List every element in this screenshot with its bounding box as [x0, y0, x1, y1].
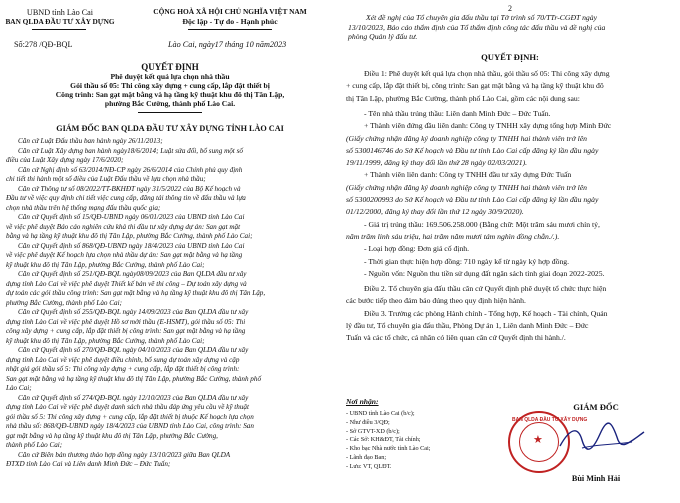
- decision-subtitle-2: Gói thầu số 05: Thi công xây dựng + cung cấp, lắp đặt thiết bị: [70, 81, 270, 90]
- legal-basis-line: ĐTXD tỉnh Lào Cai và Liên danh Minh Đức – Đức Tuấn;: [6, 460, 171, 468]
- legal-basis-line: kỹ thuật khu đô thị Tân Lập, phường Bắc Cường, thành phố Lào Cai;: [6, 260, 205, 269]
- legal-basis-line: Căn cứ Quyết định số 251/QĐ-BQL ngày08/09/2023 của Ban QLDA đầu tư xây: [18, 270, 247, 278]
- recipient-item: - Lưu: VT, QLĐT.: [346, 462, 392, 470]
- decision-subtitle-1: Phê duyệt kết quả lựa chọn nhà thầu: [110, 72, 230, 81]
- legal-basis-line: Lào Cai;: [6, 384, 32, 392]
- legal-basis-line: Căn cứ Biên bản thương thảo hợp đồng ngày 13/10/2023 giữa Ban QLDA: [18, 450, 231, 459]
- article-line: Điều 3. Trưởng các phòng Hành chính - Tổng hợp, Kế hoạch - Tài chính, Quản: [364, 308, 608, 318]
- article-line: Điều 1: Phê duyệt kết quả lựa chọn nhà thầu, gói thầu số 05: Thi công xây dựng: [364, 69, 610, 78]
- recipient-item: - Kho bạc Nhà nước tỉnh Lào Cai;: [346, 445, 431, 453]
- motto-underline: [188, 29, 272, 30]
- nation-motto: Độc lập - Tự do - Hạnh phúc: [182, 17, 278, 26]
- legal-basis-line: kỹ thuật khu đô thị Tân Lập, phường Bắc Cường, thành phố Lào Cai;: [6, 336, 205, 345]
- legal-basis-line: công xây dựng + cung cấp, lắp đặt thiết bị công trình: San gạt mặt bằng và hạ tầng: [6, 327, 246, 335]
- article-line: - Nguồn vốn: Nguồn thu tiền sử dụng đất ngân sách tỉnh giai đoạn 2022-2025.: [364, 268, 605, 278]
- legal-basis-line: San gạt mặt bằng và hạ tầng kỹ thuật khu đô thị Tân Lập, phường Bắc Cường, thành phố: [6, 374, 262, 383]
- legal-basis-line: chọn nhà thầu trên hệ thống mạng đấu thầu quốc gia;: [6, 203, 161, 212]
- recipients-title: Nơi nhận:: [346, 397, 379, 406]
- legal-basis-line: chi tiết thi hành một số điều của Luật Đấu thầu về lựa chọn nhà thầu;: [6, 175, 206, 183]
- legal-basis-line: Căn cứ Luật Đấu thầu ban hành ngày 26/11/2013;: [18, 137, 163, 145]
- article-line: + cung cấp, lắp đặt thiết bị, công trình: San gạt mặt bằng và hạ tầng kỹ thuật khu đô: [346, 81, 604, 91]
- issue-date: Lào Cai, ngày17 tháng 10 năm2023: [168, 40, 287, 49]
- decision-subtitle-3: Công trình: San gạt mặt bằng và hạ tầng kỹ thuật khu đô thị Tân Lập,: [55, 90, 285, 99]
- recital-line: 13/10/2023, Báo cáo thẩm định của Tổ thẩm định công tác đấu thầu và đề nghị của: [348, 22, 606, 32]
- legal-basis-line: phường Bắc Cường, thành phố Lào Cai;: [6, 298, 122, 307]
- article-line: thị Tân Lập, phường Bắc Cường, thành phố Lào Cai, gồm các nội dung sau:: [346, 93, 580, 103]
- legal-basis-line: dự toán các gói thầu công trình: San gạt mặt bằng và hạ tầng kỹ thuật khu đô thị Tân Lập,: [6, 289, 266, 297]
- handwritten-signature: [552, 418, 652, 458]
- legal-basis-line: Đầu tư về việc quy định chi tiết việc cung cấp, đăng tải thông tin về đấu thầu và lựa: [6, 194, 246, 202]
- legal-basis-line: thành phố Lào Cai;: [6, 441, 63, 449]
- legal-basis-line: về việc phê duyệt Kế hoạch lựa chọn nhà thầu dự án: San gạt mặt bằng và hạ tầng: [6, 251, 243, 259]
- decides-heading: QUYẾT ĐỊNH:: [481, 52, 539, 62]
- signer-name: Bùi Minh Hải: [571, 474, 621, 483]
- signer-title: GIÁM ĐỐC: [573, 402, 619, 412]
- legal-basis-line: Căn cứ Quyết định số 15/QĐ-UBND ngày 06/01/2023 của UBND tỉnh Lào Cai: [18, 213, 245, 221]
- document-number: Số:278 /QĐ-BQL: [14, 40, 73, 49]
- article-line: năm trăm linh sáu triệu, hai trăm năm mươi tám nghìn đồng chẵn./.).: [346, 231, 560, 241]
- issuing-authority: GIÁM ĐỐC BAN QLDA ĐẦU TƯ XÂY DỰNG TỈNH LÀO CAI: [56, 124, 284, 133]
- recipient-item: - Lãnh đạo Ban;: [346, 454, 387, 461]
- article-line: + Thành viên liên danh: Công ty TNHH đầu tư xây dựng Đức Tuấn: [364, 170, 572, 180]
- article-line: (Giấy chứng nhận đăng ký doanh nghiệp công ty TNHH hai thành viên trở lên: [346, 182, 588, 192]
- page-number: 2: [508, 4, 512, 13]
- legal-basis-line: gói thầu số 5: Thi công xây dựng + cung cấp, lắp đặt thiết bị thuộc Kế hoạch lựa chọn: [6, 412, 254, 421]
- legal-basis-line: dựng tỉnh Lào Cai về việc phê duyệt danh sách nhà thầu đáp ứng yêu cầu về kỹ thuật: [6, 403, 249, 411]
- recipient-item: - UBND tỉnh Lào Cai (b/c);: [346, 410, 415, 417]
- stamp-star-icon: ★: [533, 434, 543, 446]
- article-line: 01/12/2000, đăng ký thay đổi lần thứ 12 ngày 30/9/2020).: [346, 207, 524, 217]
- article-line: - Giá trị trúng thầu: 169.506.258.000 (Bằng chữ: Một trăm sáu mươi chín tỷ,: [364, 219, 600, 229]
- legal-basis-line: Căn cứ Quyết định số 270/QĐ-BQL ngày 04/10/2023 của Ban QLDA đầu tư xây: [18, 346, 249, 354]
- legal-basis-line: Căn cứ Luật Xây dựng ban hành ngày18/6/2014; Luật sửa đổi, bổ sung một số: [18, 146, 243, 155]
- recital-line: Xét đề nghị của Tổ chuyên gia đấu thầu tại Tờ trình số 70/TTr-CGĐT ngày: [366, 13, 598, 22]
- legal-basis-line: bằng và hạ tầng kỹ thuật khu đô thị Tân Lập, phường Bắc Cường, thành phố Lào Cai;: [6, 232, 253, 240]
- article-line: Điều 2. Tổ chuyên gia đấu thầu căn cứ Quyết định phê duyệt tổ chức thực hiện: [364, 284, 607, 294]
- legal-basis-line: Căn cứ Nghị định số 63/2014/NĐ-CP ngày 26/6/2014 của Chính phủ quy định: [18, 165, 243, 174]
- decision-title: QUYẾT ĐỊNH: [141, 62, 199, 72]
- legal-basis-line: gạt mặt bằng và hạ tầng kỹ thuật khu đô thị Tân Lập, phường Bắc Cường,: [6, 431, 218, 440]
- subtitle-underline: [138, 112, 202, 113]
- legal-basis-line: Căn cứ Thông tư số 08/2022/TT-BKHĐT ngày 31/5/2022 của Bộ Kế hoạch và: [18, 184, 241, 193]
- nation-header: CỘNG HOÀ XÃ HỘI CHỦ NGHĨA VIỆT NAM: [153, 7, 307, 16]
- article-line: + Thành viên đứng đầu liên danh: Công ty TNHH xây dựng tổng hợp Minh Đức: [364, 121, 612, 131]
- article-line: - Thời gian thực hiện hợp đồng: 710 ngày kể từ ngày ký hợp đồng.: [364, 256, 570, 266]
- legal-basis-line: dựng tỉnh Lào Cai về việc phê duyệt Hồ sơ mời thầu (E-HSMT), gói thầu số 05: Thi: [6, 317, 246, 326]
- article-line: 19/11/1999, đăng ký thay đổi lần thứ 28 ngày 02/03/2021).: [346, 158, 528, 168]
- article-line: Tuấn và các tổ chức, cá nhân có liên quan căn cứ Quyết định thi hành./.: [346, 333, 566, 343]
- document-page-2: [340, 0, 680, 503]
- recipient-item: - Như điều 3/QĐ;: [346, 418, 390, 426]
- agency-line-1: UBND tỉnh Lào Cai: [26, 8, 94, 17]
- legal-basis-line: Căn cứ Quyết định số 868/QĐ-UBND ngày 18/4/2023 của UBND tỉnh Lào Cai: [18, 241, 245, 250]
- article-line: số 5300200993 do Sở Kế hoạch và Đầu tư tỉnh Lào Cai cấp đăng ký lần đầu ngày: [346, 195, 599, 204]
- recital-line: phòng Quản lý đấu tư.: [348, 32, 418, 41]
- recipient-item: - Các Sở: KH&ĐT, Tài chính;: [346, 436, 421, 444]
- legal-basis-line: Căn cứ Quyết định số 274/QĐ-BQL ngày 12/10/2023 của Ban QLDA đầu tư xây: [18, 393, 249, 402]
- legal-basis-line: nhật giá gói thầu số 5: Thi công xây dựng + cung cấp, lắp đặt thiết bị công trình:: [6, 365, 240, 373]
- agency-underline: [32, 29, 86, 30]
- agency-line-2: BAN QLDA ĐẦU TƯ XÂY DỰNG: [5, 17, 115, 26]
- article-line: (Giấy chứng nhận đăng ký doanh nghiệp công ty TNHH hai thành viên trở lên: [346, 133, 588, 143]
- decision-subtitle-4: phường Bắc Cường, thành phố Lào Cai.: [104, 99, 236, 108]
- legal-basis-line: nhà thầu số: 868/QĐ-UBND ngày 18/4/2023 của UBND tỉnh Lào Cai, công trình: San: [6, 422, 254, 430]
- recipient-item: - Sở GTVT-XD (b/c);: [346, 427, 400, 435]
- article-line: lý đầu tư, Tổ chuyên gia đấu thầu, Phòng Dự án 1, Liên danh Minh Đức – Đức: [346, 321, 589, 330]
- legal-basis-line: dựng tỉnh Lào Cai về việc phê duyệt Thiết kế bản vẽ thi công – Dự toán xây dựng và: [6, 279, 247, 288]
- article-line: - Loại hợp đồng: Đơn giá cố định.: [364, 244, 470, 254]
- article-line: các bước tiếp theo đảm bảo đúng theo quy định hiện hành.: [346, 296, 526, 306]
- article-line: - Tên nhà thầu trúng thầu: Liên danh Minh Đức – Đức Tuấn.: [364, 108, 551, 118]
- legal-basis-line: về việc phê duyệt Báo cáo nghiên cứu khả thi đầu tư xây dựng dự án: San gạt mặt: [6, 222, 241, 231]
- legal-basis-line: Căn cứ Quyết định số 255/QĐ-BQL ngày 14/09/2023 của Ban QLDA đầu tư xây: [18, 308, 249, 316]
- legal-basis-line: điều của Luật Xây dựng ngày 17/6/2020;: [6, 156, 124, 164]
- legal-basis-line: dựng tỉnh Lào Cai về việc phê duyệt điều chỉnh, bổ sung dự toán xây dựng và cập: [6, 355, 240, 364]
- stamp-text: BAN QLDA ĐẦU TƯ XÂY DỰNG: [512, 417, 588, 423]
- article-line: số 5300146746 do Sở Kế hoạch và Đầu tư tỉnh Lào Cai cấp đăng ký lần đầu ngày: [346, 145, 599, 155]
